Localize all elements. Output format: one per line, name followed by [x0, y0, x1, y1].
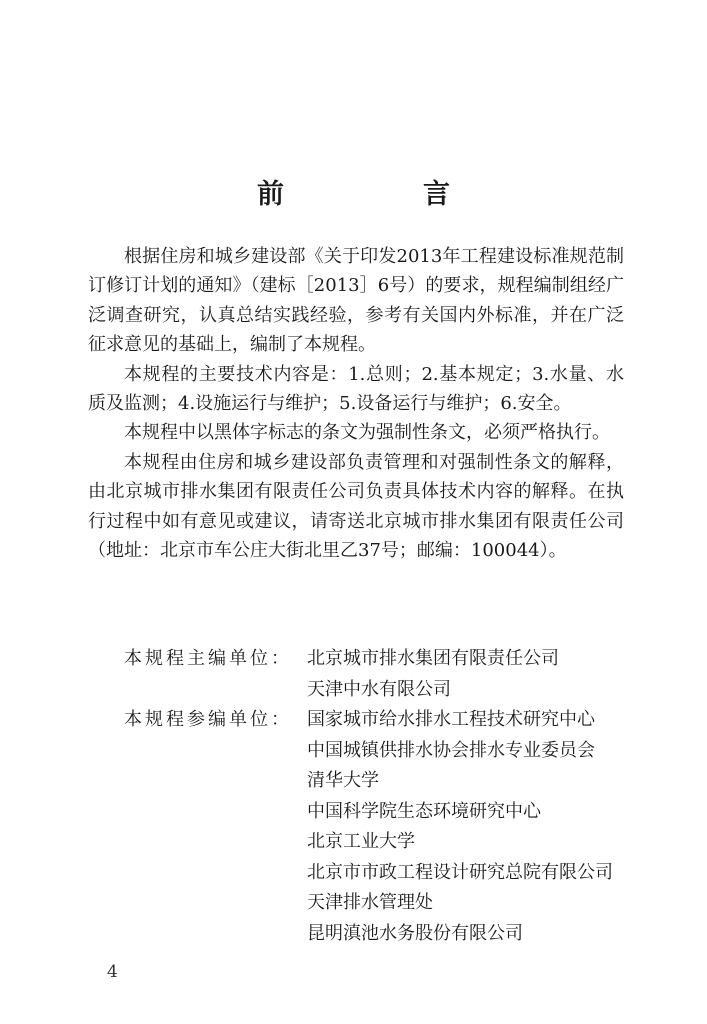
- chief-units-label: 本规程主编单位：: [124, 648, 292, 669]
- chief-units: [88, 644, 624, 705]
- unit-item: 天津中水有限公司: [307, 678, 451, 700]
- paragraph-background: 根据住房和城乡建设部《关于印发2013年工程建设标准规范制订修订计划的通知》（建标［2013］6号）的要求，规程编制组经广泛调查研究，认真总结实践经验，参考有关国内外标准，并在广泛征求意见的基础上，编制了本规程。: [88, 246, 624, 356]
- unit-item: 北京市市政工程设计研究总院有限公司: [307, 861, 613, 883]
- participating-units-label: 本规程参编单位：: [124, 709, 292, 730]
- paragraph-technical-content: 本规程的主要技术内容是：1.总则；2.基本规定；3.水量、水质及监测；4.设施运行与维护；5.设备运行与维护；6.安全。: [88, 363, 624, 415]
- participating-units-list: [307, 705, 624, 949]
- chief-units-list: [307, 644, 624, 705]
- participating-units: [88, 705, 624, 949]
- unit-item: 北京工业大学: [307, 831, 415, 852]
- paragraph-management: 本规程由住房和城乡建设部负责管理和对强制性条文的解释，由北京城市排水集团有限责任公司负责具体技术内容的解释。在执行过程中如有意见或建议，请寄送北京城市排水集团有限责任公司（地址：北京市车公庄大街北里乙37号；邮编：100044）。: [88, 451, 624, 562]
- unit-item: 昆明滇池水务股份有限公司: [307, 922, 523, 944]
- unit-item: 中国科学院生态环境研究中心: [307, 800, 541, 822]
- page-title: 前 言: [257, 179, 506, 210]
- unit-item: 北京城市排水集团有限责任公司: [307, 648, 559, 669]
- unit-item: 清华大学: [307, 770, 379, 791]
- page-number: 4: [107, 962, 118, 982]
- unit-item: 国家城市给水排水工程技术研究中心: [307, 709, 595, 730]
- preface-body: [88, 242, 624, 565]
- paragraph-mandatory-clauses: 本规程中以黑体字标志的条文为强制性条文，必须严格执行。: [124, 422, 610, 444]
- unit-item: 中国城镇供排水协会排水专业委员会: [307, 739, 595, 761]
- unit-item: 天津排水管理处: [307, 892, 433, 913]
- editing-units: [88, 644, 624, 949]
